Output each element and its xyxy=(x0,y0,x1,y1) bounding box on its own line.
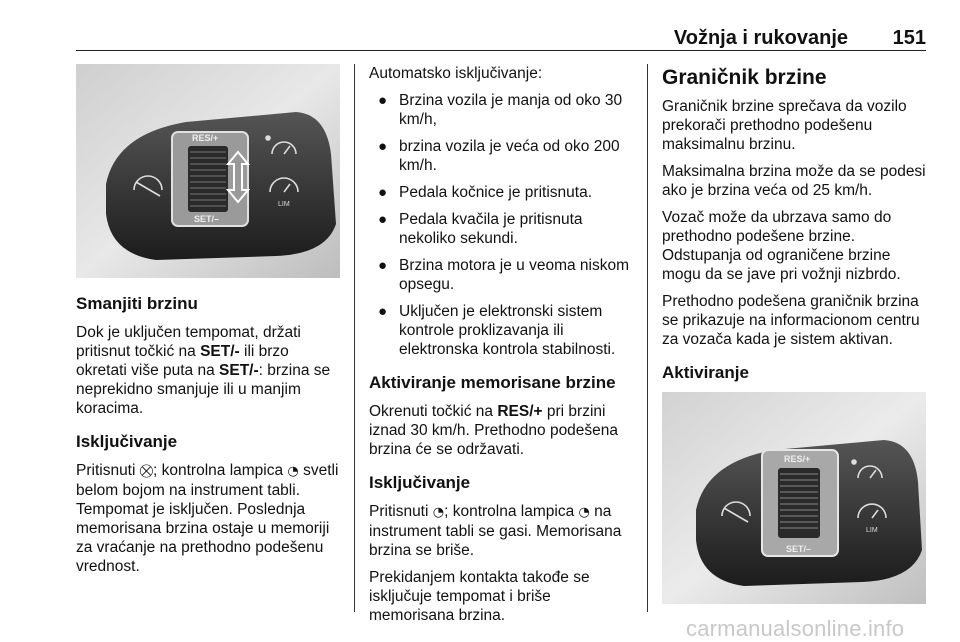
header-rule xyxy=(76,50,926,51)
iskljucivanje-paragraph-1: Pritisnuti ⛒; kontrolna lampica ◔ svetli belom bojom na instrument tabli. Tempomat je isključen. Poslednja memorisana brzina ostaje u memoriji za vraćanje na prethodno podešenu vrednost. xyxy=(76,462,339,575)
column-divider-2 xyxy=(647,64,648,612)
list-item: ● Brzina vozila je manja od oko 30 km/h, xyxy=(378,92,623,128)
list-item: ● Uključen je elektronski sistem kontrole proklizavanja ili elektronska kontrola stabilnosti. xyxy=(378,303,616,358)
list-item: ● Pedala kočnice je pritisnuta. xyxy=(378,184,593,201)
smanjiti-heading: Smanjiti brzinu xyxy=(76,294,198,313)
watermark: carmanualsonline.info xyxy=(686,616,905,641)
list-item: ● brzina vozila je veća od oko 200 km/h. xyxy=(378,138,620,174)
auto-off-list xyxy=(369,91,635,359)
granicnik-paragraph-3: Vozač može da ubrzava samo do prethodno podešene brzine. Odstupanja od ograničene brzine mogu da se jave pri vožnji nizbrdo. xyxy=(662,209,901,283)
cruise-control-icon: ◔ xyxy=(432,505,445,520)
list-item: ● Brzina motora je u veoma niskom opsegu. xyxy=(378,257,630,293)
list-item: ● Pedala kvačila je pritisnuta nekoliko sekundi. xyxy=(378,211,583,247)
iskljucivanje-heading-1: Isključivanje xyxy=(76,432,178,451)
aktiviranje-memorisane-paragraph: Okrenuti točkić na RES/+ pri brzini iznad 30 km/h. Prethodno podešena brzina će se održavati. xyxy=(369,403,619,458)
steering-controls-illustration-2 xyxy=(662,392,926,604)
column-divider-1 xyxy=(354,64,355,612)
smanjiti-paragraph: Dok je uključen tempomat, držati pritisnut točkić na SET/- ili brzo okretati više puta na SET/-: brzina se neprekidno smanjuje ili u manjim koracima. xyxy=(76,324,331,417)
res-label-2: RES/+ xyxy=(784,454,811,464)
set-label: SET/– xyxy=(194,214,220,224)
steering-controls-figure-1 xyxy=(76,64,340,278)
granicnik-heading: Graničnik brzine xyxy=(662,66,827,89)
lim-label: LIM xyxy=(278,201,290,208)
column-right xyxy=(662,64,927,604)
iskljucivanje-paragraph-2: Pritisnuti ◔; kontrolna lampica ◔ na instrument tabli se gasi. Memorisana brzina se briše. xyxy=(369,503,622,559)
lim-label-2: LIM xyxy=(866,527,878,534)
steering-controls-figure-2 xyxy=(662,392,926,604)
granicnik-paragraph-1: Graničnik brzine sprečava da vozilo prekorači prethodno podešenu maksimalnu brzinu. xyxy=(662,98,907,153)
granicnik-paragraph-2: Maksimalna brzina može da se podesi ako je brzina veća od 25 km/h. xyxy=(662,163,926,199)
auto-off-intro: Automatsko isključivanje: xyxy=(369,65,543,82)
granicnik-paragraph-4: Prethodno podešena graničnik brzina se prikazuje na informacionom centru za vozača kada je sistem aktivan. xyxy=(662,293,920,348)
set-label-2: SET/– xyxy=(786,544,812,554)
column-left xyxy=(76,64,340,584)
cruise-control-icon: ◔ xyxy=(578,505,590,520)
chapter-title: Vožnja i rukovanje xyxy=(673,27,848,49)
page-header xyxy=(76,0,926,50)
aktiviranje-heading: Aktiviranje xyxy=(662,363,749,382)
column-middle xyxy=(369,64,635,633)
aktiviranje-memorisane-heading: Aktiviranje memorisane brzine xyxy=(369,373,616,392)
iskljucivanje-heading-2: Isključivanje xyxy=(369,473,471,492)
steering-controls-illustration xyxy=(76,64,340,278)
prekidanjem-paragraph: Prekidanjem kontakta takođe se isključuje tempomat i briše memorisana brzina. xyxy=(369,569,590,624)
cruise-control-icon: ◔ xyxy=(287,464,299,479)
cruise-off-icon: ⛒ xyxy=(139,464,154,479)
res-label: RES/+ xyxy=(192,133,219,143)
page-number: 151 xyxy=(892,27,926,49)
